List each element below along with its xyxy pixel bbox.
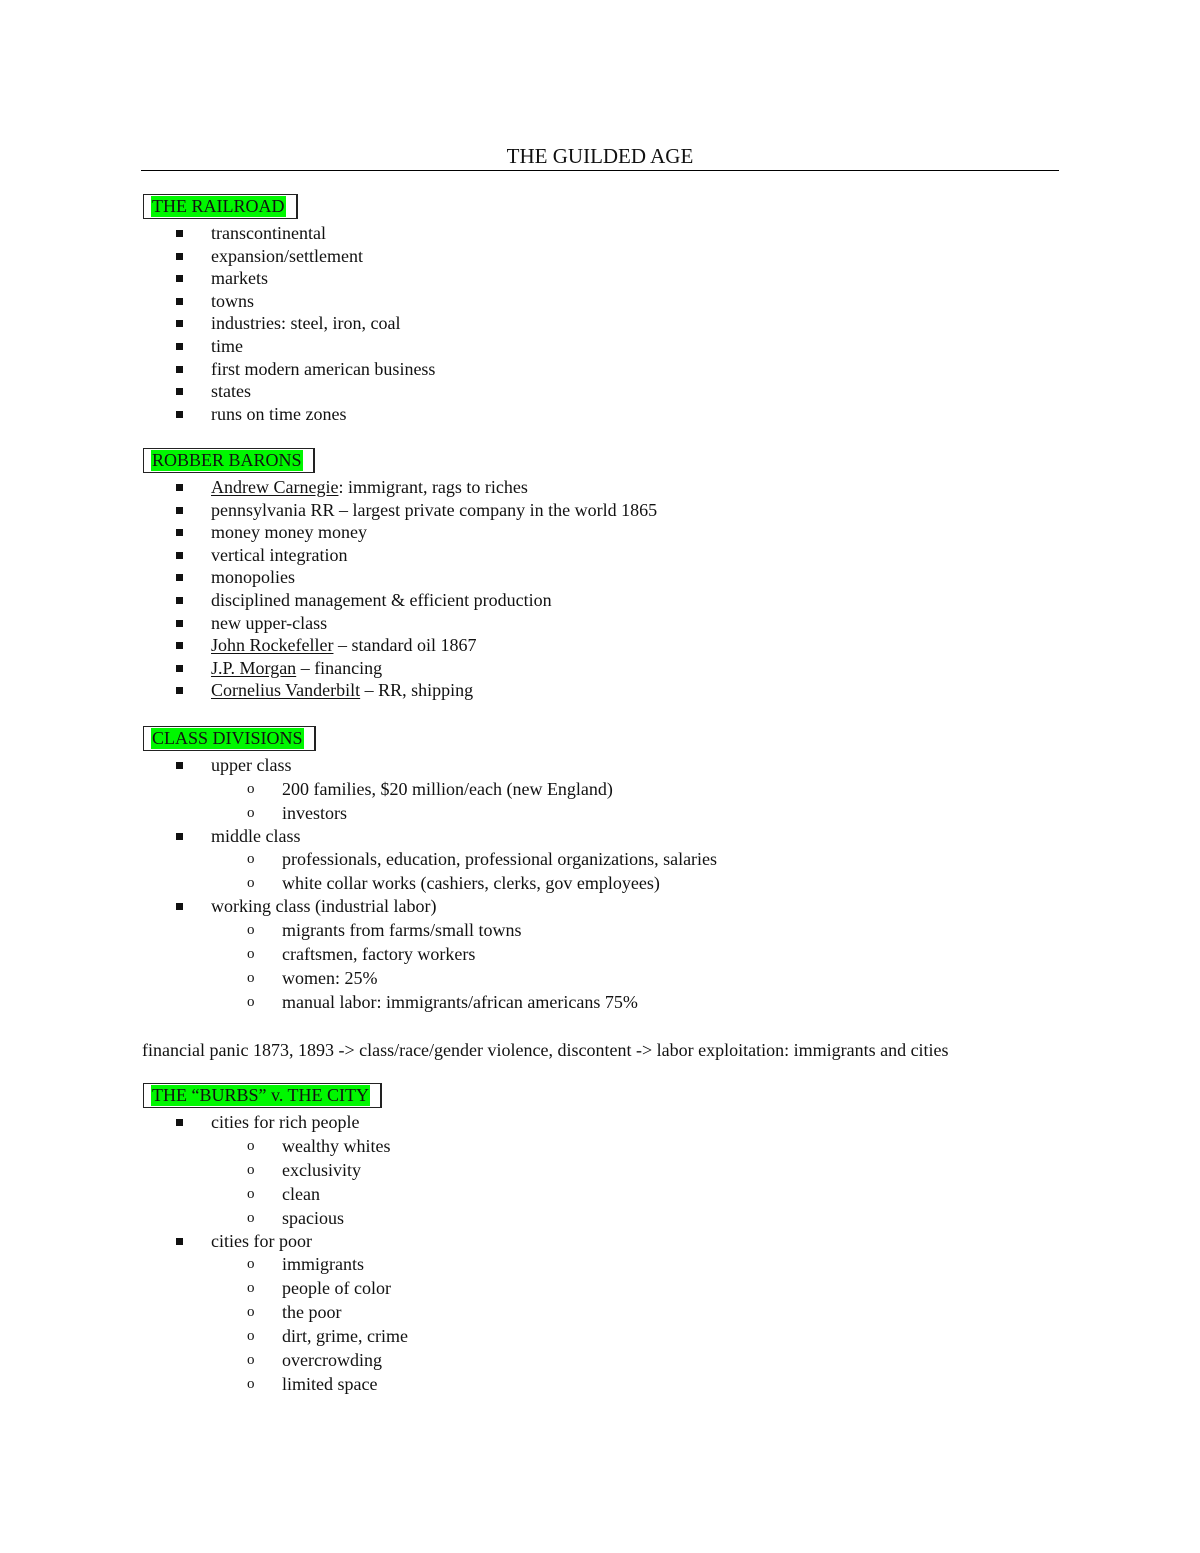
list-item: vertical integration <box>0 544 657 567</box>
square-bullet-icon <box>176 687 183 694</box>
circle-bullet-icon: o <box>247 1137 255 1154</box>
square-bullet-icon <box>176 1238 183 1245</box>
section-header-class-divisions <box>143 726 316 751</box>
square-bullet-icon <box>176 597 183 604</box>
circle-bullet-icon: o <box>247 875 255 892</box>
sub-list-item: o the poor <box>247 1302 342 1323</box>
sub-list-item: o limited space <box>247 1374 378 1395</box>
list-item: John Rockefeller – standard oil 1867 <box>0 634 657 657</box>
circle-bullet-icon: o <box>247 993 255 1010</box>
square-bullet-icon <box>176 320 183 327</box>
circle-bullet-icon: o <box>247 1352 255 1369</box>
sub-list-item: o immigrants <box>247 1254 364 1275</box>
square-bullet-icon <box>176 230 183 237</box>
square-bullet-icon <box>176 1119 183 1126</box>
sub-list-item: o exclusivity <box>247 1159 361 1180</box>
square-bullet-icon <box>176 298 183 305</box>
circle-bullet-icon: o <box>247 1280 255 1297</box>
circle-bullet-icon: o <box>247 1185 255 1202</box>
circle-bullet-icon: o <box>247 1328 255 1345</box>
list-item: expansion/settlement <box>0 245 435 268</box>
page-title: THE GUILDED AGE <box>141 143 1059 171</box>
sub-list-item: o clean <box>247 1183 320 1204</box>
section-header-label: THE “BURBS” v. THE CITY <box>152 1085 369 1105</box>
person-name: J.P. Morgan <box>211 657 297 678</box>
circle-bullet-icon: o <box>247 780 255 797</box>
list-item: towns <box>0 290 435 313</box>
section-header-label: ROBBER BARONS <box>152 450 302 470</box>
list-item: states <box>0 380 435 403</box>
circle-bullet-icon: o <box>247 1209 255 1226</box>
sub-list-item: o wealthy whites <box>247 1135 391 1156</box>
class-divisions-list <box>0 754 717 1014</box>
list-item: transcontinental <box>0 222 435 245</box>
burbs-city-list <box>0 1111 408 1396</box>
section-header-robber-barons <box>143 448 315 473</box>
square-bullet-icon <box>176 275 183 282</box>
section-header-railroad <box>143 194 298 219</box>
sub-list-item: o spacious <box>247 1207 344 1228</box>
person-name: Andrew Carnegie <box>211 477 339 497</box>
square-bullet-icon <box>176 552 183 559</box>
sub-list-item: o 200 families, $20 million/each (new England) <box>247 778 613 799</box>
list-item: money money money <box>0 521 657 544</box>
financial-panic-paragraph: financial panic 1873, 1893 -> class/race/gender violence, discontent -> labor exploitation: immigrants and cities <box>142 1040 949 1060</box>
list-item: first modern american business <box>0 358 435 381</box>
sub-list-item: o investors <box>247 802 347 823</box>
list-item: pennsylvania RR – largest private company in the world 1865 <box>0 499 657 522</box>
list-item: J.P. Morgan – financing <box>0 657 657 680</box>
square-bullet-icon <box>176 388 183 395</box>
square-bullet-icon <box>176 762 183 769</box>
sub-list-item: o overcrowding <box>247 1350 382 1371</box>
circle-bullet-icon: o <box>247 969 255 986</box>
square-bullet-icon <box>176 507 183 514</box>
list-item: upper class <box>0 754 717 777</box>
section-header-label: THE RAILROAD <box>152 196 285 216</box>
square-bullet-icon <box>176 343 183 350</box>
square-bullet-icon <box>176 411 183 418</box>
square-bullet-icon <box>176 620 183 627</box>
list-item: new upper-class <box>0 612 657 635</box>
list-item: cities for rich people <box>0 1111 408 1134</box>
circle-bullet-icon: o <box>247 1304 255 1321</box>
square-bullet-icon <box>176 366 183 373</box>
railroad-list <box>0 222 435 425</box>
list-item: Cornelius Vanderbilt – RR, shipping <box>0 679 657 702</box>
circle-bullet-icon: o <box>247 804 255 821</box>
square-bullet-icon <box>176 484 183 491</box>
circle-bullet-icon: o <box>247 1256 255 1273</box>
list-item: time <box>0 335 435 358</box>
square-bullet-icon <box>176 903 183 910</box>
list-item: monopolies <box>0 566 657 589</box>
sub-list-item: o people of color <box>247 1278 391 1299</box>
circle-bullet-icon: o <box>247 945 255 962</box>
square-bullet-icon <box>176 665 183 672</box>
circle-bullet-icon: o <box>247 1376 255 1393</box>
list-item: middle class <box>0 825 717 848</box>
list-item: Andrew Carnegie: immigrant, rags to riches <box>0 476 657 499</box>
sub-list-item: o women: 25% <box>247 967 378 988</box>
person-name: John Rockefeller <box>211 635 334 656</box>
sub-list-item: o craftsmen, factory workers <box>247 943 476 964</box>
list-item: disciplined management & efficient production <box>0 589 657 612</box>
list-item: cities for poor <box>0 1230 408 1253</box>
sub-list-item: o migrants from farms/small towns <box>247 919 522 940</box>
sub-list-item: o white collar works (cashiers, clerks, gov employees) <box>247 873 660 894</box>
list-item: working class (industrial labor) <box>0 895 717 918</box>
circle-bullet-icon: o <box>247 851 255 868</box>
list-item: industries: steel, iron, coal <box>0 312 435 335</box>
circle-bullet-icon: o <box>247 921 255 938</box>
sub-list-item: o professionals, education, professional organizations, salaries <box>247 849 718 870</box>
circle-bullet-icon: o <box>247 1161 255 1178</box>
square-bullet-icon <box>176 642 183 649</box>
sub-list-item: o dirt, grime, crime <box>247 1326 408 1347</box>
list-item: runs on time zones <box>0 403 435 426</box>
square-bullet-icon <box>176 574 183 581</box>
section-header-label: CLASS DIVISIONS <box>152 728 303 748</box>
square-bullet-icon <box>176 833 183 840</box>
section-header-burbs-city <box>143 1083 382 1108</box>
robber-barons-list <box>0 476 657 702</box>
sub-list-item: o manual labor: immigrants/african americans 75% <box>247 991 638 1012</box>
square-bullet-icon <box>176 529 183 536</box>
person-name: Cornelius Vanderbilt <box>211 680 361 701</box>
square-bullet-icon <box>176 253 183 260</box>
list-item: markets <box>0 267 435 290</box>
